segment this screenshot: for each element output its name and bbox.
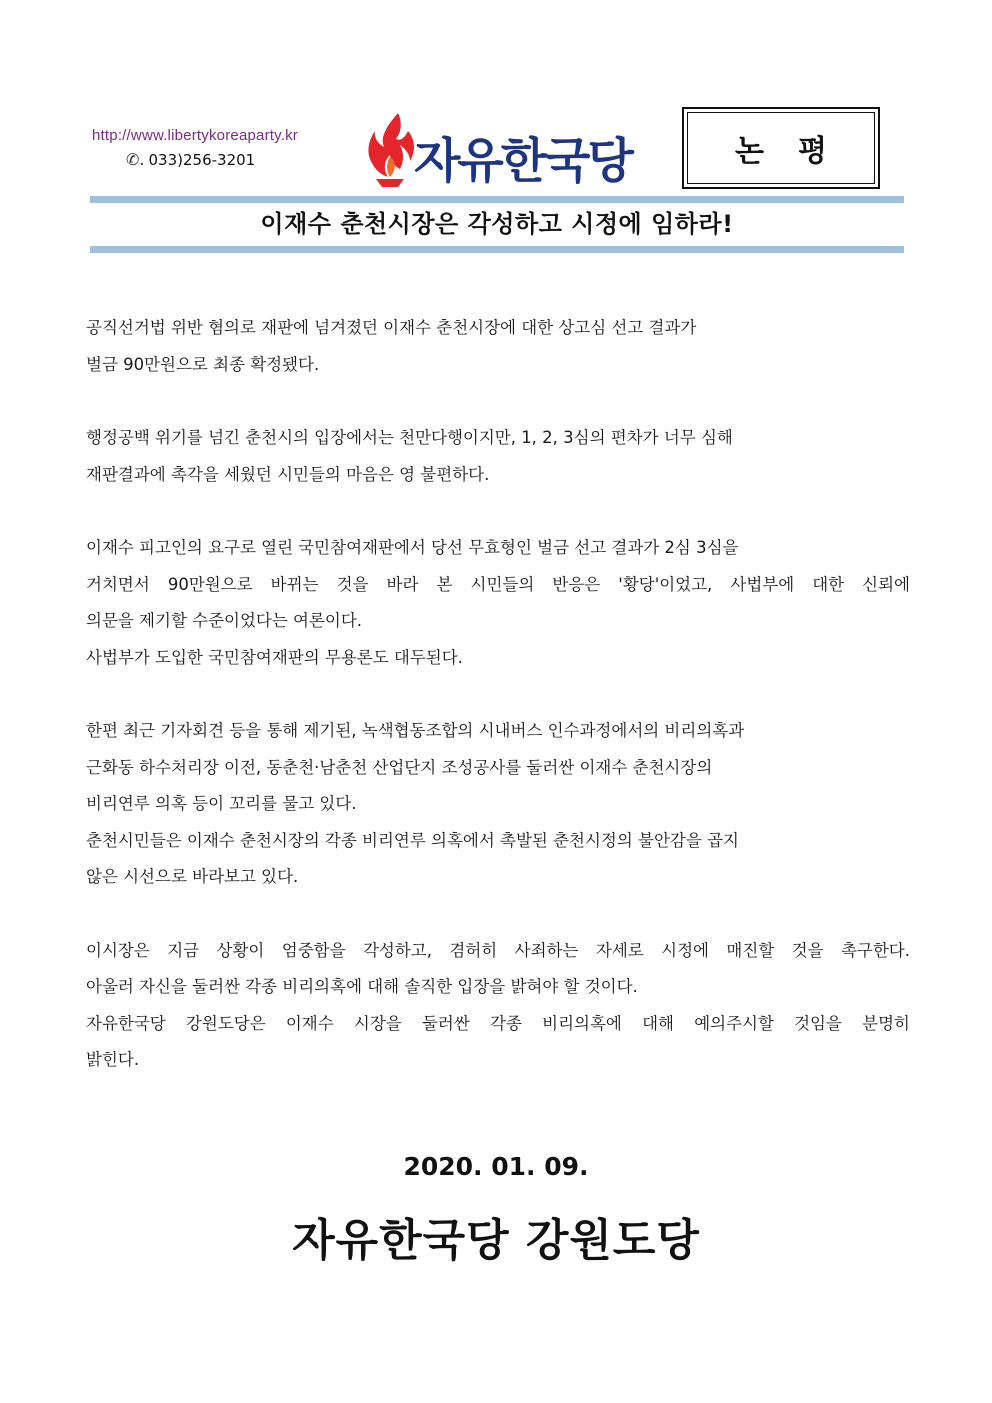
phone-number-text: 033)256-3201	[148, 151, 256, 169]
body-line: 재판결과에 촉각을 세웠던 시민들의 마음은 영 불편하다.	[86, 464, 490, 484]
body-line: 벌금 90만원으로 최종 확정됐다.	[86, 354, 320, 374]
document-type-box	[682, 107, 880, 189]
issuing-organization: 자유한국당 강원도당	[292, 1215, 700, 1266]
torch-flame-icon	[360, 109, 420, 189]
body-line: 아울러 자신을 둘러싼 각종 비리의혹에 대해 솔직한 입장을 밝혀야 할 것이다.	[86, 977, 638, 996]
party-logo	[360, 108, 640, 190]
document-type-label: 논평	[735, 134, 861, 169]
document-body	[86, 310, 910, 1116]
body-line: 밝힌다.	[86, 1050, 140, 1069]
party-website-link[interactable]: http://www.libertykoreaparty.kr	[92, 127, 298, 144]
body-line: 않은 시선으로 바라보고 있다.	[86, 867, 299, 886]
logo-wordmark: 자유한국당	[414, 132, 631, 189]
body-line: 이시장은 지금 상황이 엄중함을 각성하고, 겸허히 사죄하는 자세로 시정에 매진할 것을 촉구한다.	[86, 940, 910, 960]
body-line: 춘천시민들은 이재수 춘천시장의 각종 비리연루 의혹에서 촉발된 춘천시정의 불안감을 곱지	[86, 830, 739, 850]
body-line: 이재수 피고인의 요구로 열린 국민참여재판에서 당선 무효형인 벌금 선고 결과가 2심 3심을	[86, 538, 739, 557]
body-line: 행정공백 위기를 넘긴 춘천시의 입장에서는 천만다행이지만, 1, 2, 3심의 편차가 너무 심해	[86, 428, 733, 447]
body-line: 의문을 제기할 수준이었다는 여론이다.	[86, 611, 363, 630]
paragraph-5	[86, 933, 910, 1079]
body-line: 비리연루 의혹 등이 꼬리를 물고 있다.	[86, 794, 357, 813]
paragraph-2	[86, 420, 910, 493]
body-line: 근화동 하수처리장 이전, 동춘천·남춘천 산업단지 조성공사를 둘러싼 이재수 춘천시장의	[86, 757, 713, 777]
paragraph-3	[86, 530, 910, 676]
telephone-icon: ✆.	[126, 150, 145, 169]
title-divider-top	[90, 196, 904, 203]
issue-date: 2020. 01. 09.	[403, 1152, 589, 1181]
body-line: 자유한국당 강원도당은 이재수 시장을 둘러싼 각종 비리의혹에 대해 예의주시할 것임을 분명히	[86, 1013, 910, 1033]
body-line: 공직선거법 위반 혐의로 재판에 넘겨졌던 이재수 춘천시장에 대한 상고심 선고 결과가	[86, 318, 697, 337]
body-line: 거치면서 90만원으로 바뀌는 것을 바라 본 시민들의 반응은 '황당'이었고, 사법부에 대한 신뢰에	[86, 574, 910, 594]
body-line: 한편 최근 기자회견 등을 통해 제기된, 녹색협동조합의 시내버스 인수과정에서의 비리의혹과	[86, 721, 745, 740]
body-line: 사법부가 도입한 국민참여재판의 무용론도 대두된다.	[86, 647, 463, 667]
document-title: 이재수 춘천시장은 각성하고 시정에 임하라!	[260, 210, 734, 238]
title-divider-bottom	[90, 246, 904, 253]
phone-number	[126, 150, 342, 170]
paragraph-1	[86, 310, 910, 383]
paragraph-4	[86, 713, 910, 896]
header-contact	[92, 126, 342, 170]
